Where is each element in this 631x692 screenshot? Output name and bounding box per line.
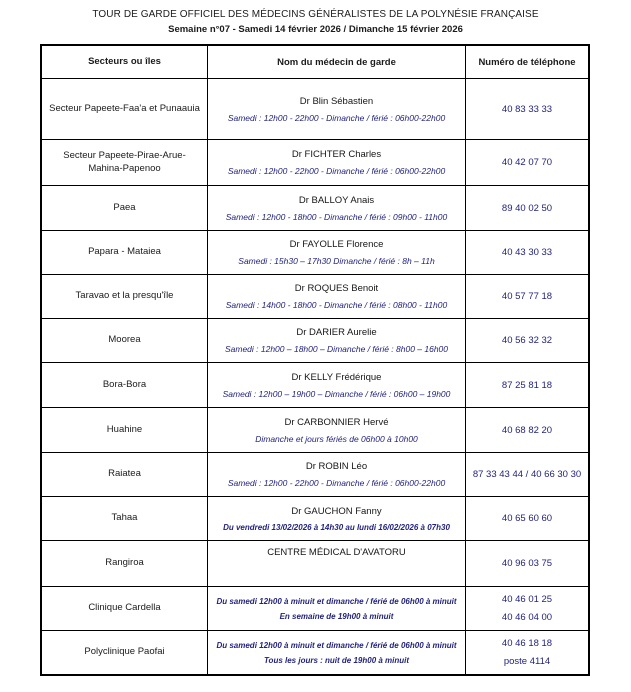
sector-cell (42, 497, 208, 540)
sector-cell (42, 587, 208, 630)
phone-number: 89 40 02 50 (501, 202, 553, 214)
phone-cell (466, 319, 588, 362)
doctor-cell (208, 186, 466, 230)
doctor-cell (208, 408, 466, 452)
phone-number: 40 96 03 75 (501, 558, 553, 569)
phone-number: 87 33 43 44 / 40 66 30 30 (472, 469, 582, 480)
phone-number: 40 68 82 20 (501, 424, 553, 436)
doctor-name: Dr FICHTER Charles (291, 149, 382, 160)
doctor-cell (208, 140, 466, 185)
sector-label: Secteur Papeete-Pirae-Arue-Mahina-Papenoo (63, 149, 186, 174)
phone-number-2: 40 46 04 00 (501, 612, 553, 623)
roster-table (40, 44, 590, 676)
schedule-text-2: Tous les jours : nuit de 19h00 à minuit (263, 655, 410, 665)
doctor-name: Dr FAYOLLE Florence (289, 239, 384, 250)
table-row (42, 586, 588, 630)
phone-number: 40 46 01 25 (501, 594, 553, 605)
document-header (0, 8, 631, 36)
sector-cell (42, 408, 208, 452)
table-row (42, 185, 588, 230)
phone-number: 40 83 33 33 (501, 103, 553, 115)
schedule-text: Du vendredi 13/02/2026 à 14h30 au lundi 16/02/2026 à 07h30 (223, 522, 450, 532)
doctor-cell (208, 275, 466, 318)
sector-cell (42, 363, 208, 407)
phone-extension: poste 4114 (503, 656, 551, 667)
schedule-text: Samedi : 12h00 – 18h00 – Dimanche / férié : 8h00 – 16h00 (224, 344, 449, 354)
doctor-cell (208, 497, 466, 540)
header-cell-phone: Numéro de téléphone (478, 56, 576, 68)
sector-label: Paea (113, 201, 136, 213)
phone-cell (466, 587, 588, 630)
sector-label: Rangiroa (105, 557, 144, 569)
table-row (42, 362, 588, 407)
sector-cell (42, 275, 208, 318)
table-row (42, 407, 588, 452)
sector-label: Raiatea (108, 468, 141, 480)
table-row (42, 540, 588, 586)
sector-label: Tahaa (111, 512, 138, 524)
schedule-text: Du samedi 12h00 à minuit et dimanche / férié de 06h00 à minuit (216, 640, 457, 650)
phone-cell (466, 631, 588, 674)
schedule-text-2: En semaine de 19h00 à minuit (279, 611, 394, 621)
sector-label: Taravao et la presqu'île (75, 290, 174, 302)
phone-cell (466, 363, 588, 407)
doctor-name: Dr CARBONNIER Hervé (284, 416, 389, 428)
page-subtitle: Semaine n°07 - Samedi 14 février 2026 / Dimanche 15 février 2026 (168, 23, 463, 35)
table-row (42, 230, 588, 274)
table-header-row (42, 46, 588, 78)
sector-cell (42, 231, 208, 274)
schedule-text: Samedi : 14h00 - 18h00 - Dimanche / férié : 08h00 - 11h00 (225, 300, 448, 310)
schedule-text: Samedi : 12h00 - 22h00 - Dimanche / férié : 06h00-22h00 (227, 166, 446, 176)
doctor-name: Dr DARIER Aurelie (296, 327, 377, 338)
sector-label: Papara - Mataiea (88, 246, 161, 258)
phone-number: 40 42 07 70 (501, 157, 553, 168)
table-row (42, 452, 588, 496)
table-row (42, 139, 588, 185)
phone-number: 40 43 30 33 (501, 247, 553, 258)
doctor-cell (208, 319, 466, 362)
doctor-cell (208, 231, 466, 274)
doctor-name: Dr Blin Sébastien (299, 95, 374, 107)
doctor-name: Dr ROQUES Benoit (294, 283, 379, 294)
phone-cell (466, 140, 588, 185)
header-cell-sectors: Secteurs ou îles (42, 46, 208, 78)
table-row (42, 274, 588, 318)
phone-cell (466, 453, 588, 496)
phone-number: 40 46 18 18 (501, 638, 553, 649)
table-row (42, 630, 588, 674)
sector-label: Bora-Bora (102, 378, 147, 390)
sector-label: Moorea (108, 334, 141, 346)
sector-label: Clinique Cardella (88, 602, 161, 614)
schedule-text: Samedi : 12h00 - 18h00 - Dimanche / férié : 09h00 - 11h00 (225, 211, 448, 222)
schedule-text: Samedi : 15h30 – 17h30 Dimanche / férié : 8h – 11h (238, 256, 435, 266)
doctor-name: Dr ROBIN Léo (305, 461, 368, 472)
schedule-text: Dimanche et jours fériés de 06h00 à 10h00 (255, 433, 418, 444)
table-row (42, 496, 588, 540)
schedule-text: Samedi : 12h00 - 22h00 - Dimanche / férié : 06h00-22h00 (227, 112, 446, 123)
phone-number: 40 56 32 32 (501, 335, 553, 346)
doctor-name: Dr BALLOY Anais (298, 194, 375, 206)
sector-cell (42, 453, 208, 496)
sector-cell (42, 79, 208, 139)
phone-cell (466, 231, 588, 274)
phone-cell (466, 497, 588, 540)
doctor-name: Dr GAUCHON Fanny (291, 505, 382, 517)
table-row (42, 78, 588, 139)
sector-cell (42, 319, 208, 362)
table-row (42, 318, 588, 362)
phone-cell (466, 408, 588, 452)
doctor-name: CENTRE MÉDICAL D'AVATORU (267, 547, 406, 558)
doctor-cell (208, 541, 466, 586)
phone-number: 40 57 77 18 (501, 291, 553, 302)
schedule-text: Samedi : 12h00 – 19h00 – Dimanche / férié : 06h00 – 19h00 (222, 388, 451, 399)
phone-cell (466, 79, 588, 139)
sector-label: Polyclinique Paofai (84, 646, 165, 658)
sector-cell (42, 631, 208, 674)
sector-label: Secteur Papeete-Faa'a et Punaauia (49, 102, 200, 114)
doctor-cell (208, 363, 466, 407)
phone-cell (466, 541, 588, 586)
doctor-cell (208, 79, 466, 139)
sector-label: Huahine (106, 423, 143, 435)
doctor-cell (208, 587, 466, 630)
sector-cell (42, 541, 208, 586)
schedule-text: Samedi : 12h00 - 22h00 - Dimanche / férié : 06h00-22h00 (227, 478, 446, 488)
doctor-cell (208, 631, 466, 674)
page-title: TOUR DE GARDE OFFICIEL DES MÉDECINS GÉNÉRALISTES DE LA POLYNÉSIE FRANÇAISE (92, 9, 539, 20)
schedule-text: Du samedi 12h00 à minuit et dimanche / férié de 06h00 à minuit (216, 596, 457, 606)
phone-cell (466, 186, 588, 230)
doctor-cell (208, 453, 466, 496)
sector-cell (42, 140, 208, 185)
doctor-name: Dr KELLY Frédérique (291, 371, 382, 383)
header-cell-doctor: Nom du médecin de garde (208, 46, 466, 78)
sector-cell (42, 186, 208, 230)
phone-number: 40 65 60 60 (501, 513, 553, 524)
phone-number: 87 25 81 18 (501, 379, 553, 391)
phone-cell (466, 275, 588, 318)
